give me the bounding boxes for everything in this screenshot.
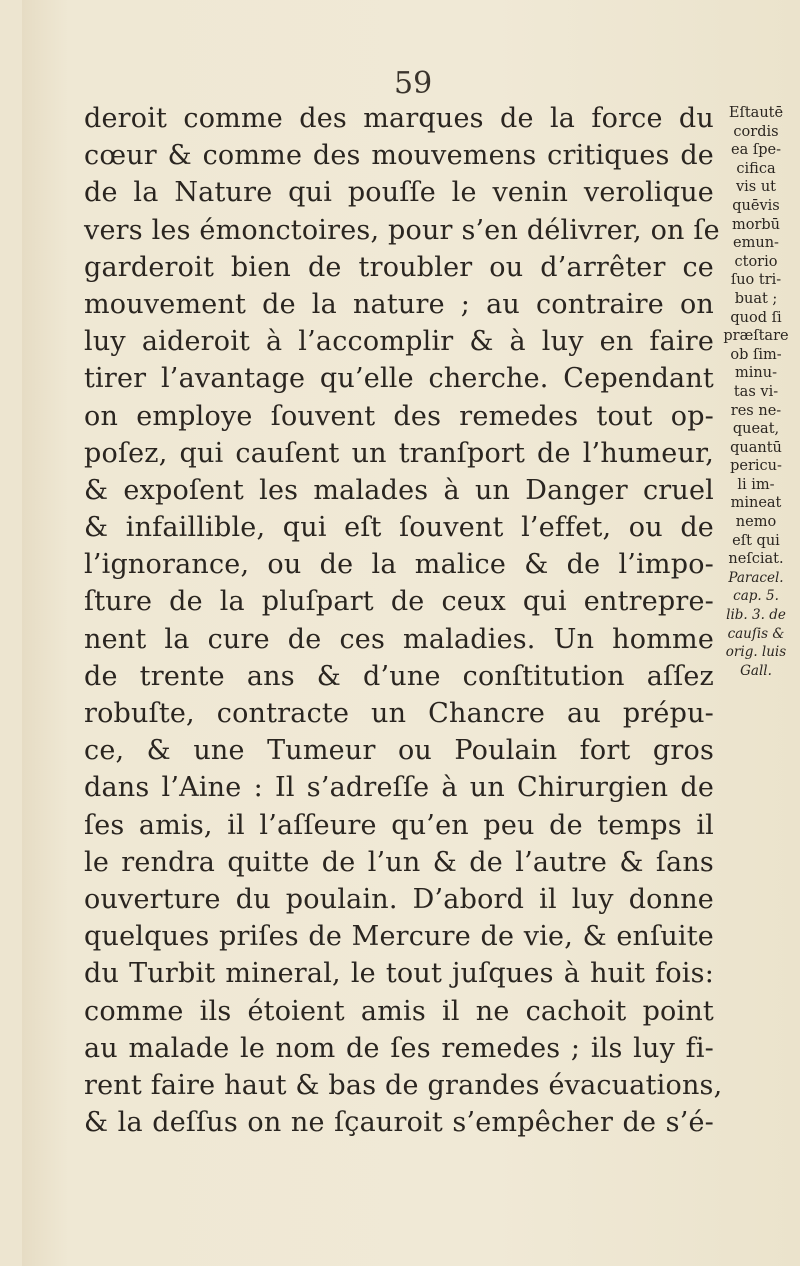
margin-note-line: Eſtautē	[728, 105, 784, 121]
margin-note-line: vis ut	[735, 179, 777, 196]
margin-note	[720, 104, 792, 680]
text-line: ce, & une Tumeur ou Poulain fort gros	[84, 735, 714, 767]
page-number: 59	[394, 66, 433, 101]
margin-note-citation: Paracel.	[728, 569, 784, 586]
text-line: nent la cure de ces maladies. Un homme	[84, 623, 714, 655]
text-line: poſez, qui cauſent un tranſport de l’humeur,	[84, 437, 714, 469]
margin-note-line: li im-	[737, 476, 775, 493]
margin-note-line: ſuo tri-	[730, 272, 782, 289]
margin-note-line: ctorio	[734, 253, 778, 270]
margin-note-citation: Gall.	[740, 662, 772, 679]
text-line: du Turbit mineral, le tout juſques à huit fois:	[84, 958, 714, 990]
text-line: de la Nature qui pouſſe le venin verolique	[84, 177, 714, 209]
margin-note-line: eſt qui	[732, 532, 780, 549]
margin-note-line: res ne-	[730, 402, 782, 419]
book-page	[22, 0, 800, 1266]
text-line: rent faire haut & bas de grandes évacuations,	[84, 1069, 723, 1101]
margin-note-line: ea ſpe-	[731, 142, 781, 159]
main-text-block	[84, 100, 723, 1141]
margin-note-line: quod ſi	[730, 309, 782, 326]
text-line: vers les émonctoires, pour s’en délivrer, on ſe	[84, 214, 720, 246]
margin-note-line: præſtare	[723, 328, 789, 345]
text-line: & la deſſus on ne ſçauroit s’empêcher de s’é-	[84, 1107, 714, 1139]
margin-note-line: mineat	[730, 495, 782, 512]
margin-note-line: nemo	[735, 514, 777, 531]
text-line: l’ignorance, ou de la malice & de l’impo-	[84, 549, 714, 581]
margin-note-line: cifica	[736, 160, 776, 177]
text-line: robuſte, contracte un Chancre au prépu-	[84, 698, 714, 729]
text-line: luy aideroit à l’accomplir & à luy en faire	[84, 326, 714, 358]
text-line: & expoſent les malades à un Danger cruel	[84, 474, 714, 506]
margin-note-line: quēvis	[732, 197, 780, 214]
margin-note-line: buat ;	[734, 290, 778, 307]
margin-note-line: emun-	[733, 235, 779, 252]
margin-note-line: ob ſim-	[730, 346, 782, 363]
text-line: le rendra quitte de l’un & de l’autre & ſans	[84, 846, 714, 878]
text-line: mouvement de la nature ; au contraire on	[84, 288, 714, 320]
text-line: garderoit bien de troubler ou d’arrêter ce	[84, 251, 714, 283]
text-line: au malade le nom de ſes remedes ; ils luy fi-	[84, 1032, 714, 1064]
margin-note-citation: cauſis &	[727, 625, 785, 642]
text-line: tirer l’avantage qu’elle cherche. Cependant	[84, 363, 714, 395]
margin-note-line: morbū	[731, 216, 781, 233]
text-line: de trente ans & d’une conſtitution aſſez	[84, 660, 714, 692]
text-line: quelques priſes de Mercure de vie, & enſuite	[84, 921, 714, 953]
margin-note-line: pericu-	[730, 458, 782, 475]
text-line: ouverture du poulain. D’abord il luy donne	[84, 883, 714, 915]
text-line: dans l’Aine : Il s’adreſſe à un Chirurgien de	[84, 772, 714, 804]
margin-note-line: cordis	[733, 123, 779, 140]
text-line: comme ils étoient amis il ne cachoit point	[84, 995, 714, 1027]
text-line: deroit comme des marques de la force du	[84, 103, 714, 134]
text-line: ſes amis, il l’aſſeure qu’en peu de temps il	[84, 809, 714, 841]
margin-note-line: neſciat.	[728, 551, 784, 568]
text-line: on employe ſouvent des remedes tout op-	[84, 400, 714, 432]
margin-note-line: quantū	[730, 439, 782, 456]
margin-note-line: queat,	[732, 421, 780, 438]
margin-note-line: tas vi-	[733, 383, 779, 400]
text-line: cœur & comme des mouvemens critiques de	[84, 140, 714, 172]
text-line: & infaillible, qui eſt ſouvent l’effet, ou de	[84, 512, 714, 544]
margin-note-citation: lib. 3. de	[726, 607, 786, 624]
margin-note-citation: orig. luis	[725, 644, 787, 661]
text-line: ſture de la pluſpart de ceux qui entrepre-	[84, 586, 714, 618]
margin-note-citation: cap. 5.	[733, 588, 779, 605]
margin-note-line: minu-	[735, 365, 777, 382]
